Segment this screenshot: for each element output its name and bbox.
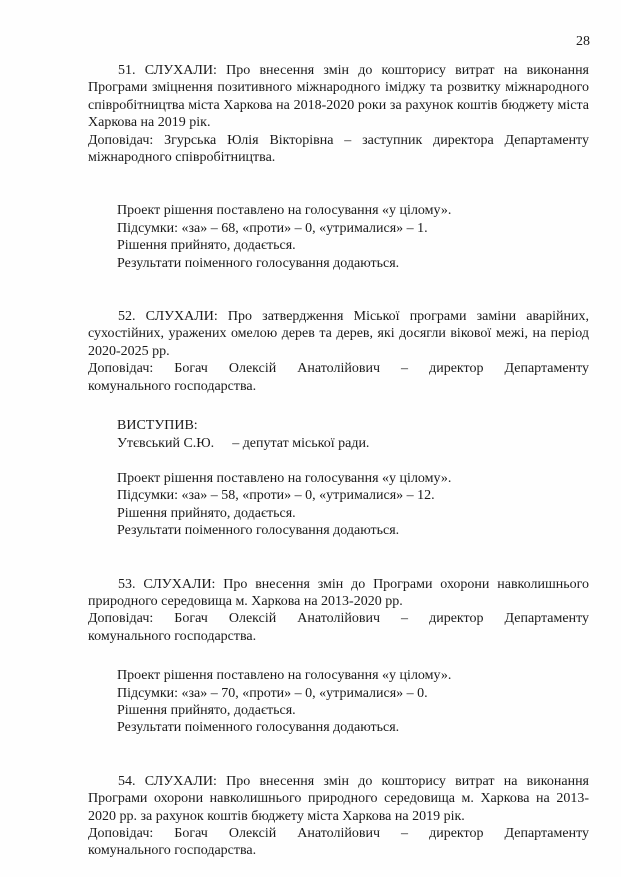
- item-reporter: Доповідач: Згурська Юлія Вікторівна – заступник директора Департаменту міжнародного співробітництва.: [88, 132, 589, 166]
- item-heading: 51. СЛУХАЛИ: Про внесення змін до кошторису витрат на виконання Програми зміцнення позитивного міжнародного іміджу та розвитку міжнародного співробітництва міста Харкова на 2018-2020 роки за рахунок коштів бюджету міста Харкова на 2019 рік.: [88, 63, 589, 131]
- decision-text: Рішення прийнято, додається.: [117, 238, 296, 254]
- item-reporter: Доповідач: Богач Олексій Анатолійович – директор Департаменту: [88, 826, 589, 841]
- vote-result: Підсумки: «за» – 58, «проти» – 0, «утрималися» – 12.: [117, 488, 435, 504]
- item-heading: 53. СЛУХАЛИ: Про внесення змін до Програми охорони навколишнього природного середовища м. Харкова на 2013-2020 рр.: [88, 576, 589, 609]
- speaker-name: Утєвський С.Ю.: [117, 435, 215, 451]
- minutes-content: [88, 62, 589, 860]
- vote-result: Підсумки: «за» – 70, «проти» – 0, «утрималися» – 0.: [117, 685, 428, 701]
- page-number: 28: [576, 34, 590, 49]
- agenda-item-53: [88, 576, 589, 737]
- roll-call-text: Результати поіменного голосування додаються.: [117, 255, 400, 271]
- speaker-row: [117, 435, 589, 452]
- decision-text: Рішення прийнято, додається.: [117, 505, 296, 521]
- speaker-role: – депутат міської ради.: [232, 435, 370, 451]
- vote-block: [88, 470, 589, 540]
- agenda-item-52: [88, 308, 589, 539]
- decision-text: Рішення прийнято, додається.: [117, 702, 296, 718]
- item-reporter: Доповідач: Богач Олексій Анатолійович – директор Департаменту: [88, 611, 589, 627]
- vote-intro: Проект рішення поставлено на голосування «у цілому».: [117, 668, 452, 684]
- item-reporter-department: комунального господарства.: [88, 628, 257, 644]
- item-reporter: Доповідач: Богач Олексій Анатолійович – директор Департаменту: [88, 361, 589, 377]
- roll-call-text: Результати поіменного голосування додаються.: [117, 523, 400, 539]
- agenda-item-51: [88, 62, 589, 272]
- vote-intro: Проект рішення поставлено на голосування «у цілому».: [117, 470, 452, 486]
- speakers-title: ВИСТУПИВ:: [117, 418, 198, 434]
- item-reporter-department: комунального господарства.: [88, 843, 257, 859]
- roll-call-text: Результати поіменного голосування додаються.: [117, 720, 400, 736]
- vote-block: [88, 202, 589, 272]
- item-reporter-department: комунального господарства.: [88, 378, 257, 394]
- agenda-item-54: [88, 773, 589, 860]
- speakers-block: [88, 417, 589, 452]
- vote-intro: Проект рішення поставлено на голосування «у цілому».: [117, 203, 452, 219]
- vote-result: Підсумки: «за» – 68, «проти» – 0, «утрималися» – 1.: [117, 220, 428, 236]
- vote-block: [88, 667, 589, 737]
- item-heading: 54. СЛУХАЛИ: Про внесення змін до кошторису витрат на виконання Програми охорони навколишнього природного середовища м. Харкова на 2013-2020 рр. за рахунок коштів бюджету міста Харкова на 2019 рік.: [88, 773, 589, 824]
- item-heading: 52. СЛУХАЛИ: Про затвердження Міської програми заміни аварійних, сухостійних, уражених омелою дерев та дерев, які досягли вікової межі, на період 2020-2025 рр.: [88, 309, 589, 359]
